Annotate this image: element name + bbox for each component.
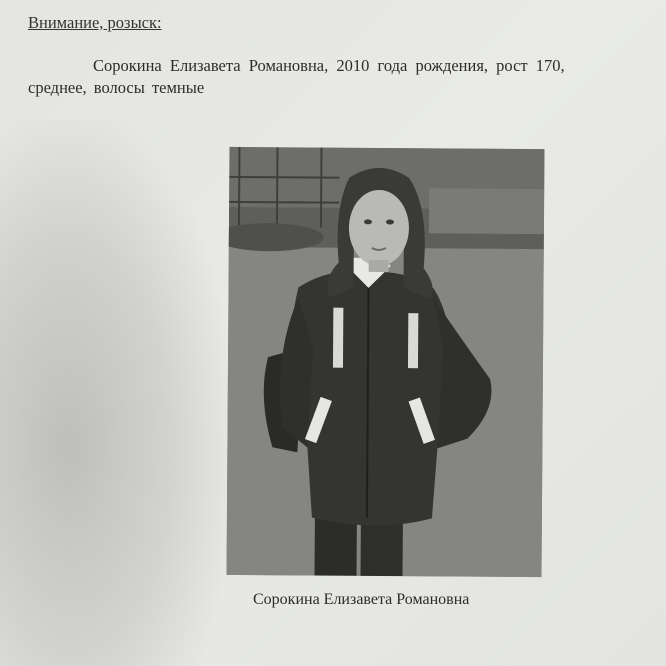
document-heading: Внимание, розыск: <box>28 13 162 32</box>
photo-caption: Сорокина Елизавета Романовна <box>253 591 470 608</box>
description-line-1: Сорокина Елизавета Романовна, 2010 года рождения, рост 170, <box>93 56 565 75</box>
description-line-2: среднее, волосы темные <box>28 78 205 97</box>
person-photo <box>227 147 545 577</box>
paper-shadow <box>0 120 230 666</box>
